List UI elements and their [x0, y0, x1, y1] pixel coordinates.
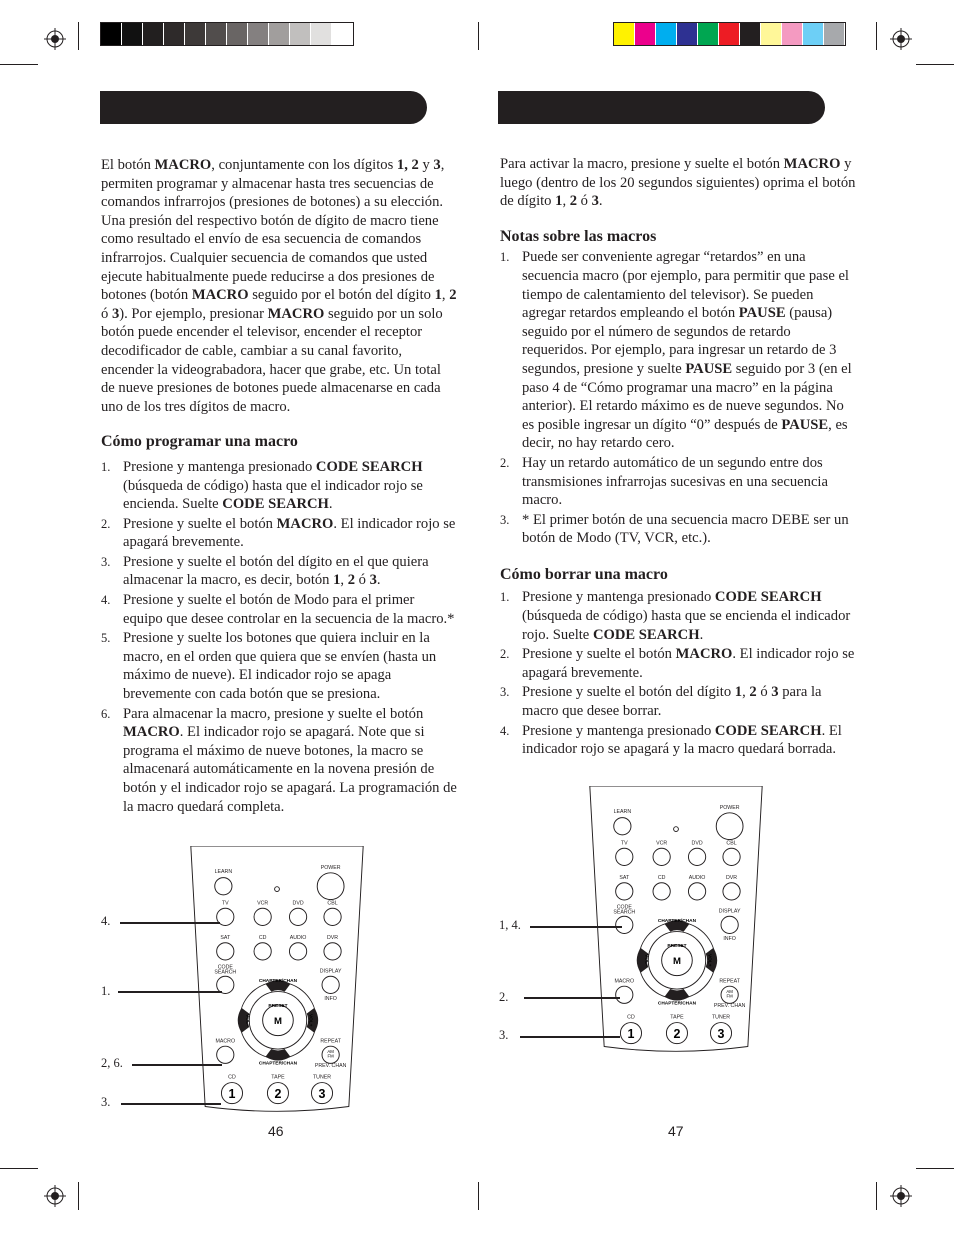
remote-label: MACRO	[215, 1038, 236, 1045]
color-swatch	[227, 23, 248, 45]
callout-leader-line	[520, 1036, 620, 1038]
callout-leader-line	[118, 991, 222, 993]
bold-term: MACRO	[783, 156, 841, 172]
remote-label: TV	[620, 840, 628, 847]
bold-term: MACRO	[276, 515, 334, 532]
color-swatch	[248, 23, 269, 45]
remote-label: POWER	[719, 804, 740, 811]
remote-label: CHAPTER/CHAN	[258, 979, 298, 984]
list-number: 1.	[500, 250, 510, 265]
color-swatch	[803, 23, 824, 45]
remote-label: 3	[717, 1026, 725, 1041]
bold-term: CODE SEARCH	[714, 589, 822, 606]
remote-label: VOL–	[244, 1014, 250, 1027]
remote-label: TAPE	[670, 1014, 684, 1021]
remote-label: TUNER	[312, 1074, 332, 1081]
callout-label: 1, 4.	[499, 918, 521, 932]
list-number: 6.	[101, 706, 111, 721]
crop-mark	[78, 1182, 79, 1210]
list-number: 3.	[500, 512, 510, 527]
bold-term: 1	[333, 572, 341, 589]
bold-term: 1	[555, 193, 563, 210]
remote-label: DVD	[691, 840, 703, 847]
remote-label: VCR	[257, 900, 269, 907]
crop-mark	[478, 22, 479, 50]
remote-label: AM	[726, 988, 733, 994]
section-heading: Cómo borrar una macro	[500, 565, 668, 583]
list-item: 1. Puede ser conveniente agregar “retardos” en una secuencia macro (por ejemplo, para permitir que pase el tiempo de calentamiento del televisor). Se pueden agregar retardos empleando el botón PAUSE (pausa) seguido por el número de segundos de retardo requeridos. Por ejemplo, para ingresar un retardo de 3 segundos, presione y suelte PAUSE seguido por 3 (en el paso 4 de “Cómo programar una macro” en la página anterior). El retardo máximo es de nueve segundos. No es posible ingresar un dígito “0” después de PAUSE, es decir, no hay retardo cero.	[500, 249, 852, 452]
list-item: 4. Presione y mantenga presionado CODE SEARCH. El indicador rojo se apagará y la macro quedará borrada.	[500, 722, 842, 758]
list-number: 1.	[500, 590, 510, 605]
list-item: 3. Presione y suelte el botón del dígito 1, 2 ó 3 para la macro que desee borrar.	[500, 684, 822, 720]
remote-label: M	[672, 956, 681, 968]
section-heading: Cómo programar una macro	[101, 433, 298, 451]
callout-label: 2, 6.	[101, 1056, 123, 1070]
remote-label: TUNER	[711, 1014, 731, 1021]
remote-label: CD	[258, 934, 267, 941]
remote-label: TAPE	[271, 1074, 285, 1081]
remote-label: FM	[327, 1053, 334, 1059]
color-swatch	[101, 23, 122, 45]
remote-label: INFO	[324, 996, 337, 1003]
bold-term: MACRO	[154, 157, 212, 173]
remote-control-diagram-right	[586, 786, 766, 1058]
remote-label: VOL+	[307, 1014, 313, 1027]
remote-label: CODE	[217, 964, 233, 971]
crop-mark	[916, 1168, 954, 1169]
list-item: 3. * El primer botón de una secuencia macro DEBE ser un botón de Modo (TV, VCR, etc.).	[500, 511, 849, 547]
color-swatch	[656, 23, 677, 45]
remote-label: SAT	[619, 874, 630, 881]
activate-paragraph: Para activar la macro, presione y suelte el botón MACRO y luego (dentro de los 20 segundos siguientes) oprima el botón de dígito 1, 2 ó 3.	[500, 156, 856, 210]
remote-label: DVD	[292, 900, 304, 907]
crop-mark	[916, 64, 954, 65]
bold-term: 1	[434, 287, 442, 304]
remote-label: REPEAT	[320, 1038, 341, 1045]
bold-term: CODE SEARCH	[592, 626, 700, 643]
crop-mark	[876, 1182, 877, 1210]
bold-term: MACRO	[191, 287, 249, 304]
remote-label: CD	[657, 874, 666, 881]
right-column	[500, 155, 856, 760]
crop-mark	[478, 1182, 479, 1210]
registration-mark-icon	[44, 28, 66, 50]
bold-term: PAUSE	[781, 416, 829, 433]
remote-label: DVR	[726, 874, 738, 881]
remote-label: 2	[274, 1086, 282, 1101]
list-item: 3. Presione y suelte el botón del dígito en el que quiera almacenar la macro, es decir, botón 1, 2 ó 3.	[101, 553, 429, 589]
crop-mark	[0, 1168, 38, 1169]
color-swatch	[782, 23, 803, 45]
remote-label: VOL–	[643, 954, 649, 967]
list-item: 2. Hay un retardo automático de un segundo entre dos transmisiones infrarrojas sucesivas en una secuencia macro.	[500, 454, 828, 509]
remote-label: M	[273, 1016, 282, 1028]
bold-term: MACRO	[267, 305, 325, 322]
delete-steps-list	[500, 588, 856, 758]
bold-term: 3	[111, 305, 120, 322]
bold-term: 3	[433, 157, 441, 173]
bold-term: 2	[449, 287, 457, 304]
list-number: 3.	[101, 554, 111, 569]
color-swatch	[185, 23, 206, 45]
color-swatch	[824, 23, 845, 45]
bold-term: MACRO	[123, 724, 180, 741]
remote-label: CBL	[327, 900, 338, 907]
remote-label: CODE	[616, 904, 632, 911]
remote-control-icon	[586, 786, 766, 1058]
bold-term: 3	[771, 684, 779, 701]
callout-label: 3.	[101, 1095, 111, 1109]
remote-label: INFO	[723, 936, 736, 943]
crop-mark	[78, 22, 79, 50]
list-number: 2.	[101, 516, 111, 531]
bold-term: CODE SEARCH	[714, 722, 822, 739]
remote-label: MACRO	[614, 978, 635, 985]
registration-mark-icon	[890, 1185, 912, 1207]
remote-label: VOL+	[706, 954, 712, 967]
remote-label: 2	[673, 1026, 681, 1041]
remote-label: DISPLAY	[319, 968, 342, 975]
list-item: 1. Presione y mantenga presionado CODE SEARCH (búsqueda de código) hasta que el indicador rojo se encienda. Suelte CODE SEARCH.	[101, 458, 423, 513]
list-number: 3.	[500, 685, 510, 700]
crop-mark	[876, 22, 877, 50]
callout-label: 1.	[101, 984, 111, 998]
list-number: 4.	[500, 723, 510, 738]
list-item: 2. Presione y suelte el botón MACRO. El indicador rojo se apagará brevemente.	[101, 515, 456, 551]
remote-label: AM	[327, 1048, 334, 1054]
remote-label: CHAPTER/CHAN	[657, 919, 697, 924]
bold-term: 2	[749, 684, 757, 701]
color-swatch	[761, 23, 782, 45]
list-item: 2. Presione y suelte el botón MACRO. El indicador rojo se apagará brevemente.	[500, 646, 855, 681]
callout-label: 4.	[101, 914, 111, 928]
intro-paragraph: El botón MACRO, conjuntamente con los dígitos 1, 2 y 3, permiten programar y almacenar hasta tres secuencias de comandos infrarrojos (presiones de botones) a su elección. Una presión del respectivo botón de dígito de macro tiene como resultado el envío de esa secuencia de comandos infrarrojos. Cualquier secuencia de comandos que usted ejecute habitualmente puede reducirse a dos presiones de botones (botón MACRO seguido por el botón del dígito 1, 2 ó 3). Por ejemplo, presionar MACRO seguido por un solo botón puede encender el televisor, encender el receptor decodificador de cable, cambiar a su canal favorito, encender la videograbadora, hacer que grabe, etc. Un total de nueve presiones de botones puede almacenarse en cada uno de los tres dígitos de macro.	[101, 157, 457, 415]
bold-term: CODE SEARCH	[315, 458, 423, 475]
remote-label: REPEAT	[719, 978, 740, 985]
remote-label: PREV. CHAN	[713, 1003, 746, 1010]
list-item: 1. Presione y mantenga presionado CODE SEARCH (búsqueda de código) hasta que se encienda el indicador rojo. Suelte CODE SEARCH.	[500, 589, 851, 643]
color-swatch	[206, 23, 227, 45]
color-swatch	[290, 23, 311, 45]
callout-leader-line	[120, 922, 220, 924]
header-banner-right	[498, 91, 825, 124]
registration-mark-icon	[890, 28, 912, 50]
callout-leader-line	[132, 1064, 222, 1066]
color-swatch	[143, 23, 164, 45]
left-column	[101, 156, 457, 817]
bold-term: MACRO	[675, 646, 733, 663]
color-swatch	[677, 23, 698, 45]
bold-term: CODE SEARCH	[222, 496, 329, 513]
list-number: 2.	[500, 455, 510, 470]
list-item: 5. Presione y suelte los botones que quiera incluir en la macro, en el orden que quiera que se envíen (hasta un máximo de nueve). El indicador rojo se apaga brevemente con cada botón que se presiona.	[101, 630, 437, 703]
remote-label: CHAPTER/CHAN	[657, 1001, 697, 1007]
remote-label: DVR	[327, 934, 339, 941]
remote-label: CD	[627, 1014, 635, 1021]
bold-term: 2	[347, 572, 356, 589]
list-number: 2.	[500, 647, 510, 662]
callout-leader-line	[121, 1103, 221, 1105]
bold-term: 3	[591, 193, 599, 210]
remote-label: TV	[221, 900, 229, 907]
list-item: 4. Presione y suelte el botón de Modo para el primer equipo que desee controlar en la secuencia de la macro.*	[101, 592, 455, 627]
bold-term: 3	[369, 572, 377, 589]
color-swatch	[122, 23, 143, 45]
color-swatch	[164, 23, 185, 45]
notes-list	[500, 248, 856, 548]
color-swatch	[740, 23, 761, 45]
remote-label: 1	[228, 1086, 236, 1101]
remote-label: SAT	[220, 934, 231, 941]
remote-label: 3	[318, 1086, 326, 1101]
callout-leader-line	[524, 997, 620, 999]
header-banner-left	[100, 91, 427, 124]
color-swatch	[311, 23, 332, 45]
remote-label: PREV. CHAN	[314, 1063, 347, 1070]
callout-leader-line	[530, 926, 622, 928]
remote-label: CHAPTER/CHAN	[258, 1061, 298, 1067]
grayscale-bar	[100, 22, 354, 46]
bold-term: 1	[734, 684, 743, 701]
bold-term: 2	[569, 193, 578, 210]
page-number: 47	[668, 1123, 684, 1139]
registration-mark-icon	[44, 1185, 66, 1207]
remote-label: DISPLAY	[718, 908, 741, 915]
list-item: 6. Para almacenar la macro, presione y suelte el botón MACRO. El indicador rojo se apagará. Note que si programa el máximo de nueve botones, la macro se almacenará automáticamente en la novena presión de botón y el indicador rojo se apagará. La programación de la macro quedará completa.	[101, 705, 457, 815]
remote-label: AUDIO	[289, 934, 307, 941]
remote-label: FM	[726, 993, 733, 999]
remote-label: VCR	[656, 840, 668, 847]
remote-label: PRESET	[667, 943, 687, 949]
list-number: 1.	[101, 459, 111, 474]
color-swatch	[332, 23, 353, 45]
page-number: 46	[268, 1123, 284, 1139]
crop-mark	[0, 64, 38, 65]
callout-label: 3.	[499, 1028, 509, 1042]
remote-label: SEARCH	[613, 909, 636, 916]
callout-label: 2.	[499, 990, 509, 1004]
remote-label: PRESET	[268, 1003, 288, 1009]
color-swatch	[698, 23, 719, 45]
bold-term: 1, 2	[396, 157, 419, 173]
program-steps-list	[101, 458, 457, 816]
color-bar	[613, 22, 846, 46]
bold-term: PAUSE	[685, 360, 733, 377]
color-swatch	[614, 23, 635, 45]
list-number: 5.	[101, 631, 111, 646]
remote-label: CD	[228, 1074, 236, 1081]
section-heading: Notas sobre las macros	[500, 227, 657, 245]
remote-label: POWER	[320, 864, 341, 871]
remote-label: CBL	[726, 840, 737, 847]
remote-control-icon	[187, 846, 367, 1118]
bold-term: PAUSE	[738, 305, 786, 322]
color-swatch	[719, 23, 740, 45]
remote-label: AUDIO	[688, 874, 706, 881]
remote-label: SEARCH	[214, 969, 237, 976]
list-number: 4.	[101, 593, 111, 608]
color-swatch	[269, 23, 290, 45]
color-swatch	[635, 23, 656, 45]
remote-label: LEARN	[613, 808, 632, 815]
remote-control-diagram-left	[187, 846, 367, 1118]
remote-label: 1	[627, 1026, 635, 1041]
remote-label: LEARN	[214, 868, 233, 875]
